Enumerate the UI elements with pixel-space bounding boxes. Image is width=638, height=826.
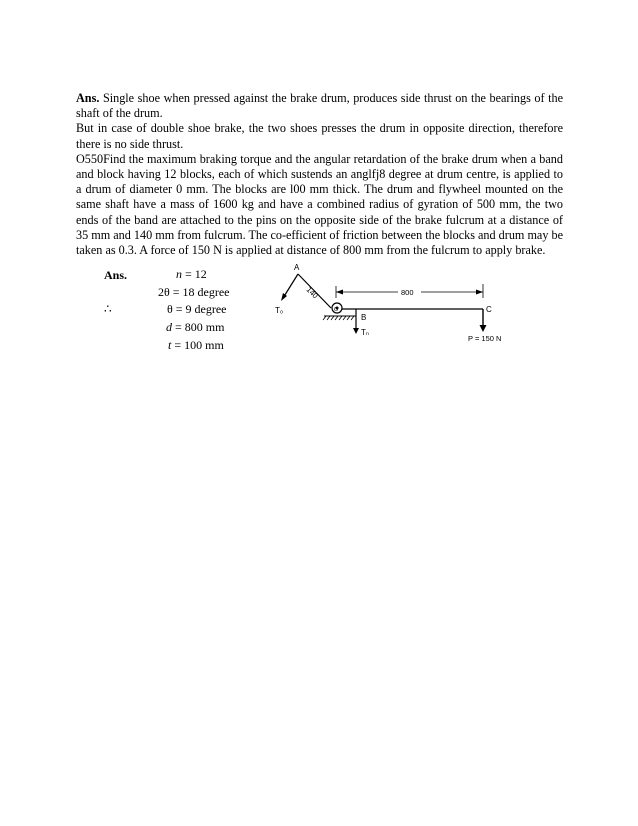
double-shoe-paragraph: But in case of double shoe brake, the two shoes presses the drum in opposite direction, therefore there is no side thrust. — [76, 121, 563, 151]
dim-arrow-left — [336, 290, 343, 295]
equation-theta: θ = 9 degree — [167, 302, 227, 316]
equation-t: t = 100 mm — [168, 338, 224, 352]
therefore-symbol: ∴ — [104, 302, 112, 316]
tn-arrowhead — [353, 328, 359, 334]
force-p-arrowhead — [480, 325, 487, 332]
to-arrowhead — [281, 293, 287, 301]
label-p: P = 150 N — [468, 334, 502, 343]
equation-d: d = 800 mm — [166, 320, 225, 334]
answer-text: Single shoe when pressed against the brake drum, produces side thrust on the bearings of the shaft of the drum. — [76, 91, 563, 121]
label-to: T₀ — [275, 306, 284, 315]
label-a: A — [294, 263, 300, 272]
question-paragraph: O550Find the maximum braking torque and the angular retardation of the brake drum when a band and block having 12 blocks, each of which sustends an anglfj8 degree at drum centre, is applied to a drum of diameter 0 mm. The blocks are l00 mm thick. The drum and flywheel mounted on the same shaft have a mass of 1600 kg and have a combined radius of gyration of 500 mm, the two ends of the band are attached to the pins on the opposite side of the brake fulcrum at a distance of 35 mm and 140 mm from fulcrum. The co-efficient of friction between the blocks and drum may be taken as 0.3. A force of 150 N is applied at distance of 800 mm from the fulcrum to apply brake. — [76, 151, 563, 258]
given-label: Ans. — [104, 268, 128, 282]
equation-n: n = 12 — [176, 267, 207, 281]
answer-label: Ans. — [76, 91, 100, 105]
dim-arrow-right — [476, 290, 483, 295]
label-tn: Tₙ — [361, 328, 370, 337]
ground-hatch — [323, 316, 354, 320]
brake-lever-diagram — [0, 0, 638, 380]
label-b: B — [361, 313, 367, 322]
label-o: O — [334, 307, 339, 313]
label-800: 800 — [401, 288, 414, 297]
band-segment-to — [283, 274, 298, 298]
equation-2theta: 2θ = 18 degree — [158, 285, 230, 299]
label-140: 140 — [304, 285, 320, 301]
label-c: C — [486, 305, 492, 314]
